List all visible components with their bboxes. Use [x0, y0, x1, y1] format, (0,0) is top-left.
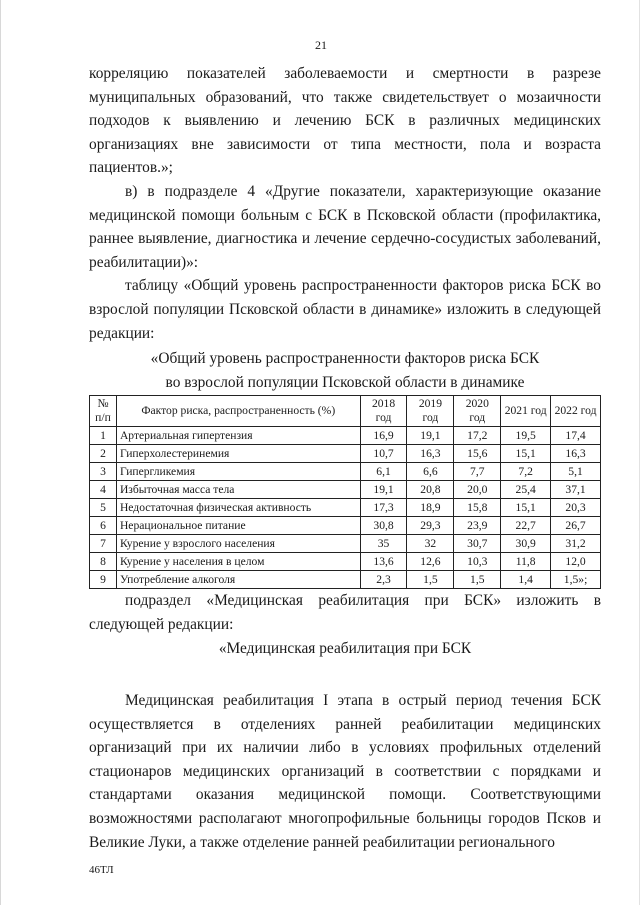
table-row [90, 499, 601, 517]
row-number-cell: 1 [90, 427, 117, 445]
factor-name-cell: Курение у населения в целом [116, 553, 360, 571]
value-cell: 15,1 [501, 445, 551, 463]
value-cell: 19,1 [407, 427, 454, 445]
paragraph-rehab-stage-1: Медицинская реабилитация I этапа в острый период течения БСК осуществляется в отделениях ранней реабилитации медицинских организаций при их наличии либо в условиях профильных отделений стационаров медицинских организаций в соответствии с порядками и стандартами оказания медицинской помощи. Соответствующими возможностями располагают многопрофильные больницы городов Псков и Великие Луки, а также отделение ранней реабилитации регионального [89, 692, 601, 851]
row-number-cell: 2 [90, 445, 117, 463]
table-title-line-1: «Общий уровень распространенности факторов риска БСК [150, 350, 540, 368]
paragraph-subsection-4: в) в подразделе 4 «Другие показатели, характеризующие оказание медицинской помощи больным с БСК в Псковской области (профилактика, раннее выявление, диагностика и лечение сердечно-сосудистых заболеваний, реабилитации)»: [89, 182, 601, 271]
table-row [90, 463, 601, 481]
factor-name-cell: Гиперхолестеринемия [116, 445, 360, 463]
table-row [90, 445, 601, 463]
page-number: 21 [315, 38, 327, 52]
value-cell: 20,3 [551, 499, 601, 517]
row-number-cell: 6 [90, 517, 117, 535]
value-cell: 1,5 [407, 571, 454, 589]
document-body [89, 62, 601, 854]
value-cell: 22,7 [501, 517, 551, 535]
paragraph-continuation: корреляцию показателей заболеваемости и смертности в разрезе муниципальных образований, что также свидетельствует о мозаичности подходов к выявлению и лечению БСК в различных медицинских организациях вне зависимости от типа местности, пола и возраста пациентов.»; [89, 65, 601, 177]
value-cell: 19,5 [501, 427, 551, 445]
value-cell: 19,1 [360, 481, 407, 499]
value-cell: 1,4 [501, 571, 551, 589]
value-cell: 7,2 [501, 463, 551, 481]
factor-name-cell: Гипергликемия [116, 463, 360, 481]
value-cell: 30,8 [360, 517, 407, 535]
value-cell: 16,3 [407, 445, 454, 463]
table-row [90, 481, 601, 499]
header-2018: 2018 год [360, 396, 407, 427]
value-cell: 2,3 [360, 571, 407, 589]
table-body [90, 427, 601, 589]
value-cell: 5,1 [551, 463, 601, 481]
header-number: № п/п [90, 396, 117, 427]
table-row [90, 517, 601, 535]
value-cell: 1,5»; [551, 571, 601, 589]
header-2022: 2022 год [551, 396, 601, 427]
value-cell: 12,0 [551, 553, 601, 571]
value-cell: 13,6 [360, 553, 407, 571]
factor-name-cell: Курение у взрослого населения [116, 535, 360, 553]
value-cell: 17,3 [360, 499, 407, 517]
table-row [90, 535, 601, 553]
table-row [90, 553, 601, 571]
table-title [89, 347, 601, 394]
table-row [90, 427, 601, 445]
paragraph-rehab-intro: подраздел «Медицинская реабилитация при БСК» изложить в следующей редакции: [89, 592, 601, 633]
table-header-row [90, 396, 601, 427]
row-number-cell: 7 [90, 535, 117, 553]
row-number-cell: 5 [90, 499, 117, 517]
value-cell: 30,7 [454, 535, 501, 553]
value-cell: 20,8 [407, 481, 454, 499]
table-title-line-2: во взрослой популяции Псковской области в динамике [165, 373, 525, 391]
row-number-cell: 9 [90, 571, 117, 589]
header-factor: Фактор риска, распространенность (%) [116, 396, 360, 427]
value-cell: 17,2 [454, 427, 501, 445]
value-cell: 18,9 [407, 499, 454, 517]
value-cell: 6,6 [407, 463, 454, 481]
factor-name-cell: Употребление алкоголя [116, 571, 360, 589]
row-number-cell: 4 [90, 481, 117, 499]
value-cell: 15,6 [454, 445, 501, 463]
header-2020: 2020 год [454, 396, 501, 427]
value-cell: 31,2 [551, 535, 601, 553]
risk-factors-table [89, 395, 601, 589]
factor-name-cell: Артериальная гипертензия [116, 427, 360, 445]
factor-name-cell: Избыточная масса тела [116, 481, 360, 499]
header-2021: 2021 год [501, 396, 551, 427]
value-cell: 16,3 [551, 445, 601, 463]
row-number-cell: 8 [90, 553, 117, 571]
value-cell: 10,7 [360, 445, 407, 463]
value-cell: 26,7 [551, 517, 601, 535]
spacer [89, 660, 601, 689]
value-cell: 12,6 [407, 553, 454, 571]
value-cell: 1,5 [454, 571, 501, 589]
value-cell: 17,4 [551, 427, 601, 445]
header-2019: 2019 год [407, 396, 454, 427]
value-cell: 15,1 [501, 499, 551, 517]
value-cell: 29,3 [407, 517, 454, 535]
factor-name-cell: Недостаточная физическая активность [116, 499, 360, 517]
value-cell: 32 [407, 535, 454, 553]
value-cell: 30,9 [501, 535, 551, 553]
value-cell: 20,0 [454, 481, 501, 499]
value-cell: 23,9 [454, 517, 501, 535]
value-cell: 16,9 [360, 427, 407, 445]
paragraph-table-intro: таблицу «Общий уровень распространенности факторов риска БСК во взрослой популяции Псковской области в динамике» изложить в следующей редакции: [89, 277, 601, 342]
value-cell: 25,4 [501, 481, 551, 499]
value-cell: 37,1 [551, 481, 601, 499]
value-cell: 35 [360, 535, 407, 553]
section-title: «Медицинская реабилитация при БСК [218, 639, 472, 657]
value-cell: 15,8 [454, 499, 501, 517]
table-row [90, 571, 601, 589]
value-cell: 11,8 [501, 553, 551, 571]
footer-code: 46ТЛ [89, 864, 114, 876]
value-cell: 7,7 [454, 463, 501, 481]
row-number-cell: 3 [90, 463, 117, 481]
value-cell: 10,3 [454, 553, 501, 571]
value-cell: 6,1 [360, 463, 407, 481]
factor-name-cell: Нерациональное питание [116, 517, 360, 535]
